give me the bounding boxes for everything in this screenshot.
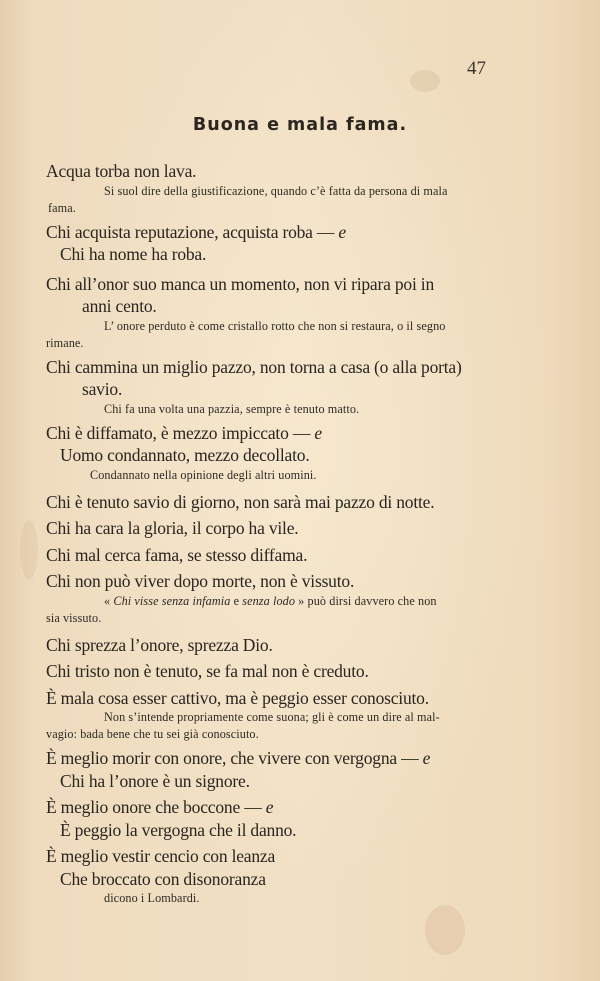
- conjunction-e: e: [422, 748, 431, 768]
- proverb-text: Chi acquista reputazione, acquista roba —: [46, 221, 335, 242]
- proverb-note: [46, 709, 466, 743]
- proverb-line: Chi ha nome ha roba.: [60, 244, 207, 264]
- proverb-line: Chi ha l’onore è un signore.: [60, 770, 250, 791]
- quote-close: » può dirsi davvero che non: [295, 593, 437, 608]
- proverb-text: È meglio morir con onore, che vivere con vergogna —: [46, 748, 419, 768]
- proverb-line: Uomo condannato, mezzo decollato.: [60, 445, 310, 465]
- page-number: 47: [467, 58, 486, 79]
- note-line: rimane.: [46, 335, 84, 350]
- proverb-line: [46, 422, 466, 445]
- quote-mid: e: [230, 593, 243, 608]
- note-line: Chi fa una volta una pazzia, sempre è tenuto matto.: [104, 401, 360, 416]
- conjunction-e: e: [338, 221, 346, 242]
- note-line: fama.: [48, 200, 76, 215]
- note-line: Non s’intende propriamente come suona; gli è come un dire al mal-: [104, 710, 440, 724]
- proverb-line: Chi tristo non è tenuto, se fa mal non è creduto.: [46, 661, 369, 681]
- note-line: dicono i Lombardi.: [104, 891, 200, 905]
- proverb-line: [46, 221, 466, 244]
- proverb-line: Chi è tenuto savio di giorno, non sarà mai pazzo di notte.: [46, 491, 435, 512]
- paper-stain: [410, 70, 440, 92]
- proverb-line: Chi all’onor suo manca un momento, non vi ripara poi in: [46, 273, 435, 294]
- proverb-line: È peggio la vergogna che il danno.: [60, 819, 297, 840]
- note-line: [104, 593, 466, 610]
- proverb-line: anni cento.: [82, 296, 157, 316]
- proverb-line: Chi non può viver dopo morte, non è vissuto.: [46, 571, 355, 591]
- note-line: Condannato nella opinione degli altri uomini.: [90, 467, 317, 482]
- proverb-line: Acqua torba non lava.: [46, 161, 197, 181]
- quote-italic: Chi visse senza infamia: [113, 593, 231, 608]
- paper-stain: [425, 905, 465, 955]
- proverb-note: [46, 467, 466, 484]
- note-line: sia vissuto.: [46, 610, 102, 625]
- proverb-note: [46, 890, 466, 907]
- note-line: Si suol dire della giustificazione, quando c’è fatta da persona di mala: [104, 183, 448, 198]
- proverb-line: Chi ha cara la gloria, il corpo ha vile.: [46, 518, 299, 538]
- proverb-note: [46, 593, 466, 627]
- note-line: L’ onore perduto è come cristallo rotto che non si restaura, o il segno: [104, 318, 446, 333]
- proverb-line: [46, 747, 466, 770]
- section-title: Buona e mala fama.: [192, 115, 408, 135]
- proverb-note: [46, 318, 466, 352]
- conjunction-e: e: [314, 422, 322, 443]
- proverb-note: [46, 401, 466, 418]
- quote-open: «: [104, 593, 114, 608]
- proverb-list: [46, 160, 466, 907]
- paper-stain: [20, 520, 38, 580]
- conjunction-e: e: [265, 797, 274, 817]
- proverb-line: Chi sprezza l’onore, sprezza Dio.: [46, 634, 273, 655]
- proverb-line: Che broccato con disonoranza: [60, 868, 266, 889]
- proverb-line: È mala cosa esser cattivo, ma è peggio esser conosciuto.: [46, 687, 429, 708]
- proverb-text: È meglio onore che boccone —: [46, 797, 262, 817]
- proverb-line: Chi mal cerca fama, se stesso diffama.: [46, 544, 308, 565]
- proverb-line: È meglio vestir cencio con leanza: [46, 846, 276, 866]
- quote-italic: senza lodo: [242, 593, 296, 608]
- proverb-note: [46, 183, 466, 217]
- proverb-line: Chi cammina un miglio pazzo, non torna a casa (o alla porta): [46, 356, 462, 377]
- note-line: vagio: bada bene che tu sei già conosciuto.: [46, 727, 259, 741]
- proverb-line: savio.: [82, 379, 123, 399]
- proverb-line: [46, 796, 466, 819]
- proverb-text: Chi è diffamato, è mezzo impiccato —: [46, 422, 311, 443]
